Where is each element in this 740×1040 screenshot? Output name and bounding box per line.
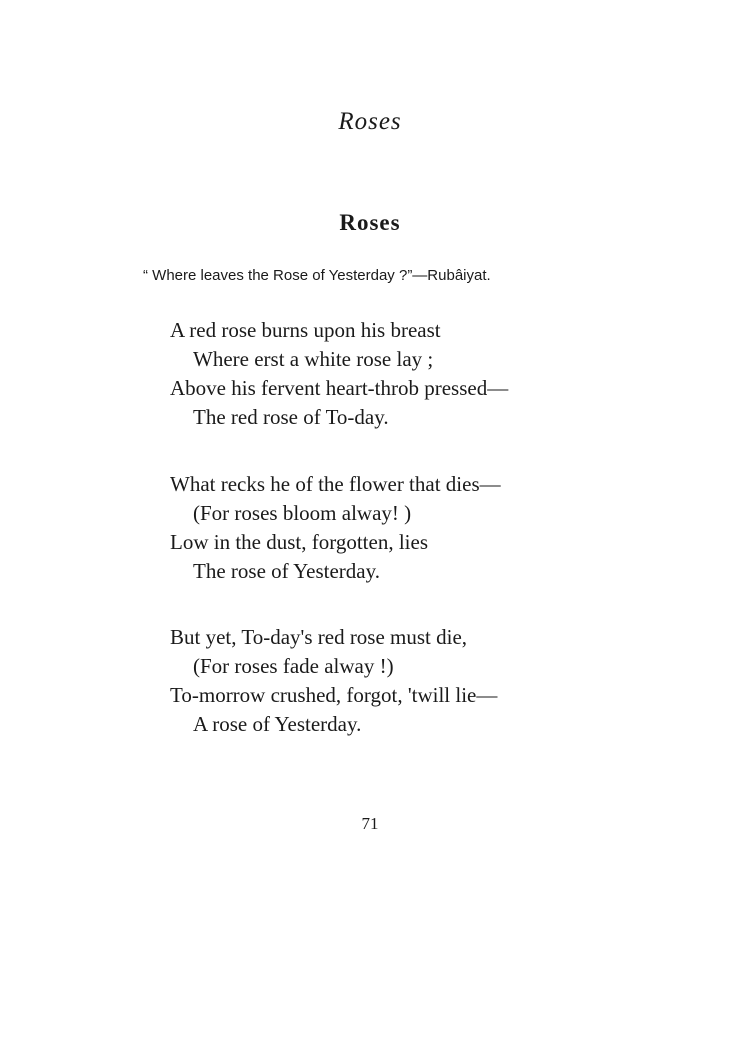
poem-line: (For roses fade alway !): [193, 654, 394, 678]
epigraph: “ Where leaves the Rose of Yesterday ?”—Rubâiyat.: [143, 267, 491, 284]
poem-line: A rose of Yesterday.: [193, 712, 362, 736]
stanza-2: [170, 470, 630, 586]
stanza-3: [170, 623, 630, 739]
poem-line: The rose of Yesterday.: [193, 559, 381, 583]
poem-line: But yet, To-day's red rose must die,: [170, 625, 468, 649]
poem-line: Low in the dust, forgotten, lies: [170, 530, 428, 554]
poem-line: A red rose burns upon his breast: [170, 318, 441, 342]
poem-title: Roses: [339, 210, 401, 235]
poem-line: The red rose of To-day.: [193, 405, 389, 429]
poem-line: Above his fervent heart-throb pressed—: [170, 376, 509, 400]
page-number: 71: [361, 814, 379, 833]
poem-line: What recks he of the flower that dies—: [170, 472, 501, 496]
poem-line: Where erst a white rose lay ;: [193, 347, 434, 371]
stanza-1: [170, 316, 630, 432]
running-head: Roses: [338, 108, 402, 135]
poem-line: To-morrow crushed, forgot, 'twill lie—: [170, 683, 498, 707]
poem-line: (For roses bloom alway! ): [193, 501, 412, 525]
